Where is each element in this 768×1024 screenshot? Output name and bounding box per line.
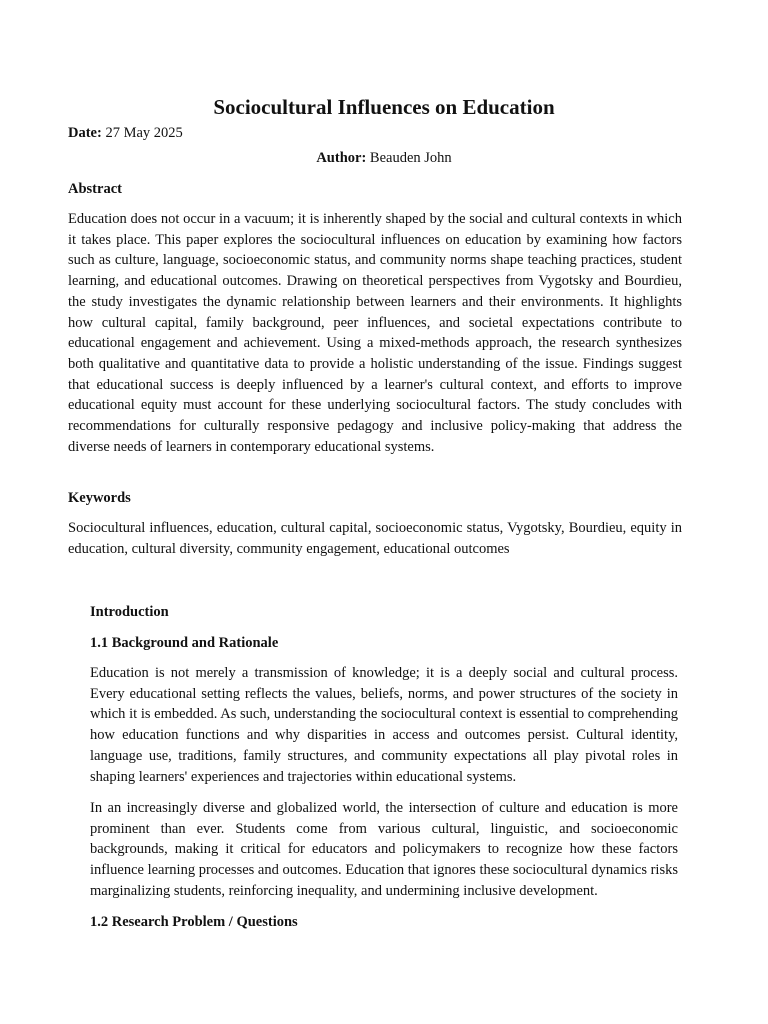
date-label: Date: [68, 125, 102, 141]
author-line [0, 149, 768, 167]
date-value: 27 May 2025 [105, 125, 183, 141]
keywords-heading: Keywords [68, 490, 131, 506]
date-line [68, 124, 183, 142]
section-1-2-heading: 1.2 Research Problem / Questions [90, 914, 298, 930]
keywords-paragraph: Sociocultural influences, education, cultural capital, socioeconomic status, Vygotsky, Bourdieu, equity in education, cultural diversity, community engagement, educational outcomes [68, 520, 682, 557]
page-title: Sociocultural Influences on Education [213, 95, 555, 119]
section-1-1-paragraph-1: Education is not merely a transmission of knowledge; it is a deeply social and cultural process. Every educational setting reflects the values, beliefs, norms, and power structures of the society in which it is embedded. As such, understanding the sociocultural context is essential to comprehending how education functions and why disparities in access and outcomes persist. Cultural identity, language use, traditions, family structures, and community expectations all play pivotal roles in shaping learners' experiences and trajectories within educational systems. [90, 665, 678, 785]
section-1-1-paragraph-2: In an increasingly diverse and globalized world, the intersection of culture and education is more prominent than ever. Students come from various cultural, linguistic, and socioeconomic backgrounds, making it critical for educators and policymakers to recognize how these factors influence learning processes and outcomes. Education that ignores these sociocultural dynamics risks marginalizing students, reinforcing inequality, and undermining inclusive development. [90, 800, 678, 899]
author-label: Author: [316, 150, 367, 166]
abstract-heading: Abstract [68, 181, 122, 197]
section-1-1-heading: 1.1 Background and Rationale [90, 635, 279, 651]
introduction-heading: Introduction [90, 604, 169, 620]
abstract-paragraph: Education does not occur in a vacuum; it is inherently shaped by the social and cultural contexts in which it takes place. This paper explores the sociocultural influences on education by examining how factors such as culture, language, socioeconomic status, and community norms shape teaching practices, student learning, and educational outcomes. Drawing on theoretical perspectives from Vygotsky and Bourdieu, the study investigates the dynamic relationship between learners and their environments. It highlights how cultural capital, family background, peer influences, and societal expectations contribute to educational engagement and achievement. Using a mixed-methods approach, the research synthesizes both qualitative and quantitative data to provide a holistic understanding of the issue. Findings suggest that educational success is deeply influenced by a learner's cultural context, and efforts to improve educational equity must account for these underlying sociocultural factors. The study concludes with recommendations for culturally responsive pedagogy and inclusive policy-making that address the diverse needs of learners in contemporary educational systems. [68, 211, 682, 455]
author-value: Beauden John [369, 150, 452, 166]
